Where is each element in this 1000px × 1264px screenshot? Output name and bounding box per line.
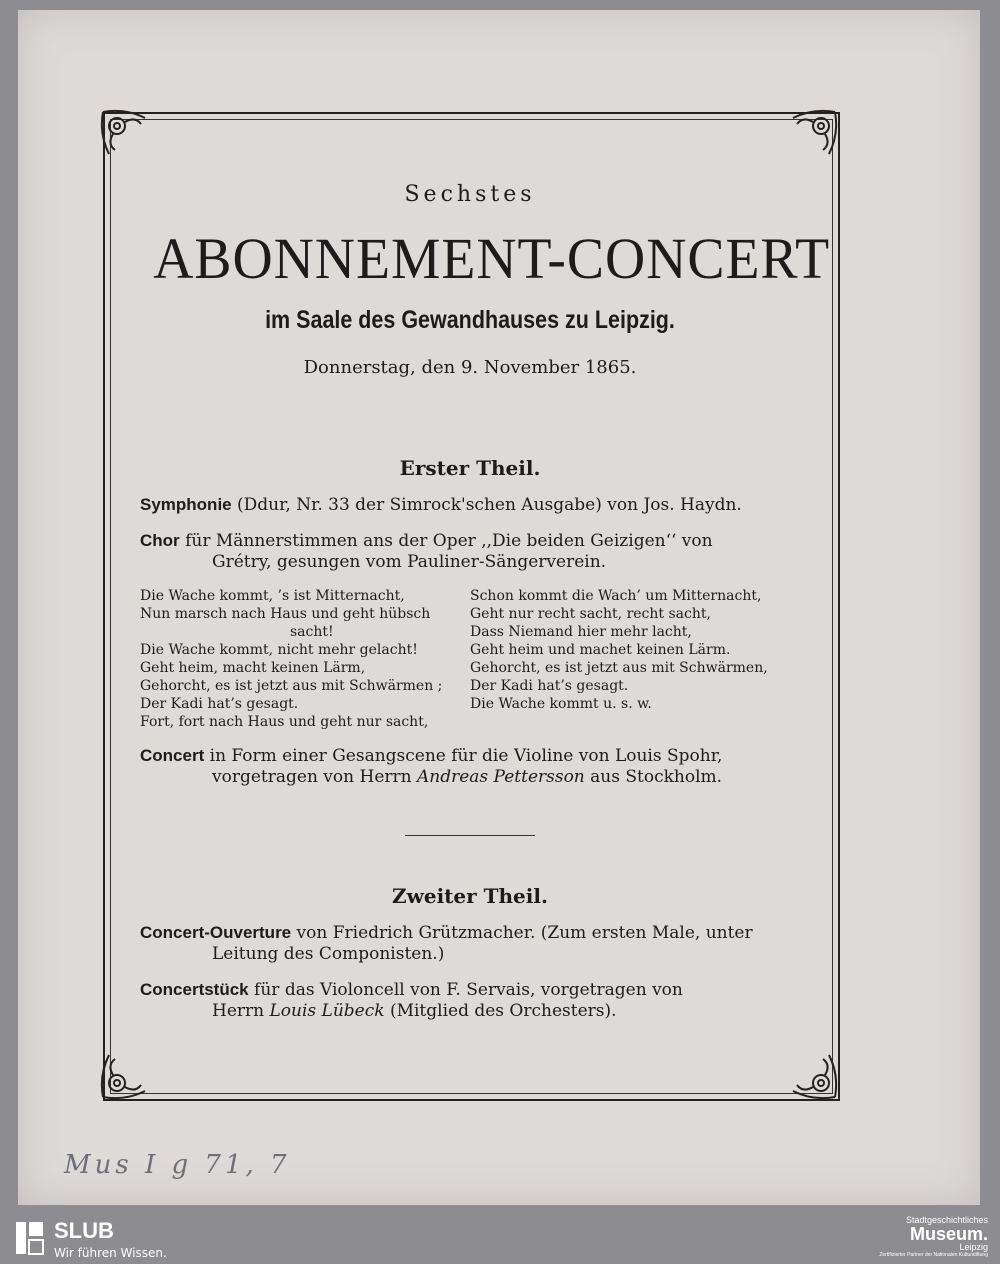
lyric-line: Der Kadi hat’s gesagt. [140, 696, 299, 712]
corner-ornament-icon [95, 1045, 155, 1105]
lyric-line: Die Wache kommt, nicht mehr gelacht! [140, 642, 418, 658]
item-title: Chor [140, 531, 180, 550]
program-item [140, 745, 800, 788]
performer-prefix: Herrn [212, 1001, 270, 1021]
slub-logo-icon [14, 1220, 46, 1256]
corner-ornament-icon [783, 104, 843, 164]
lyric-line: Geht nur recht sacht, recht sacht, [470, 606, 711, 622]
lyrics-right-column [470, 587, 800, 731]
item-description: in Form einer Gesangscene für die Violine von Louis Spohr, [204, 746, 723, 766]
item-description-continued: Grétry, gesungen vom Pauliner-Sängerverein. [212, 552, 607, 572]
lyric-line: Die Wache kommt u. s. w. [470, 696, 652, 712]
item-title: Concert [140, 746, 205, 765]
program-item [140, 922, 800, 965]
program-content [140, 180, 831, 1022]
museum-city: Leipzig [959, 1242, 988, 1252]
item-description: von Friedrich Grützmacher. (Zum ersten Male, unter [291, 923, 753, 943]
concert-number: Sechstes [404, 182, 536, 207]
item-description-continued [140, 767, 800, 788]
item-title: Concert-Ouverture [140, 923, 292, 942]
lyric-line: Geht heim und machet keinen Lärm. [470, 642, 731, 658]
concert-venue: im Saale des Gewandhauses zu Leipzig. [265, 306, 675, 334]
lyric-line: Gehorcht, es ist jetzt aus mit Schwärmen ; [140, 678, 443, 694]
lyric-line: sacht! [290, 624, 334, 640]
performer-name: Andreas Pettersson [416, 767, 585, 787]
item-description-continued [140, 1001, 800, 1022]
concert-title: ABONNEMENT-CONCERT [153, 226, 831, 291]
shelfmark-annotation: Mus I g 71, 7 [64, 1150, 291, 1180]
lyric-line: Nun marsch nach Haus und geht hübsch [140, 606, 431, 622]
lyric-line: Geht heim, macht keinen Lärm, [140, 660, 366, 676]
performer-prefix: vorgetragen von Herrn [212, 767, 417, 787]
lyric-line: Der Kadi hat’s gesagt. [470, 678, 629, 694]
concert-date: Donnerstag, den 9. November 1865. [303, 357, 637, 378]
footer-bar [0, 1214, 1000, 1264]
program-item [140, 530, 800, 573]
lyrics [140, 587, 800, 731]
museum-subtitle: Stadtgeschichtliches [905, 1215, 988, 1225]
slub-tagline: Wir führen Wissen. [54, 1246, 167, 1260]
item-description: für Männerstimmen ans der Oper ,,Die beiden Geizigen‘‘ von [179, 531, 713, 551]
lyric-line: Gehorcht, es ist jetzt aus mit Schwärmen, [470, 660, 768, 676]
museum-name: Museum. [909, 1224, 988, 1244]
part2-heading: Zweiter Theil. [392, 884, 548, 908]
museum-certificate: Zertifizierter Partner der Nationalen Kulturstiftung [879, 1252, 988, 1258]
lyric-line: Schon kommt die Wach’ um Mitternacht, [470, 588, 762, 604]
performer-suffix: (Mitglied des Orchesters). [384, 1001, 617, 1021]
item-description-continued: Leitung des Componisten.) [212, 944, 445, 964]
performer-suffix: aus Stockholm. [584, 767, 723, 787]
program-item [140, 979, 800, 1022]
item-title: Symphonie [140, 495, 232, 514]
museum-logo [879, 1215, 988, 1259]
lyric-line: Dass Niemand hier mehr lacht, [470, 624, 692, 640]
corner-ornament-icon [95, 104, 155, 164]
corner-ornament-icon [783, 1045, 843, 1105]
section-divider [405, 835, 535, 836]
program-item [140, 494, 800, 516]
item-description: für das Violoncell von F. Servais, vorgetragen von [248, 980, 683, 1000]
lyric-line: Fort, fort nach Haus und geht nur sacht, [140, 714, 429, 730]
lyric-line: Die Wache kommt, ’s ist Mitternacht, [140, 588, 405, 604]
lyrics-left-column [140, 587, 470, 731]
slub-name: SLUB [54, 1218, 114, 1243]
part1-heading: Erster Theil. [399, 456, 541, 480]
performer-name: Louis Lübeck [269, 1001, 385, 1021]
item-title: Concertstück [140, 980, 249, 999]
item-description: (Ddur, Nr. 33 der Simrock'schen Ausgabe) von Jos. Haydn. [231, 495, 742, 515]
